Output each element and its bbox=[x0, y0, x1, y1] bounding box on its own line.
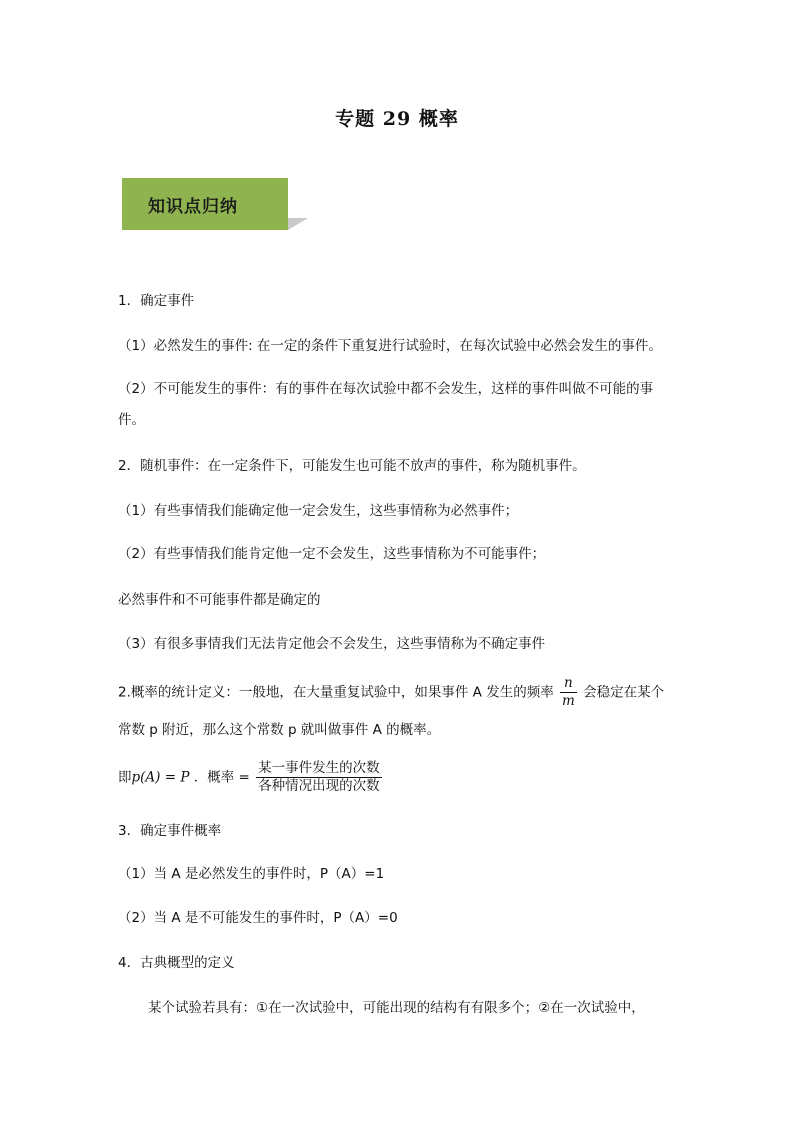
section-4-heading: 4．古典概型的定义 bbox=[118, 955, 235, 971]
section-2-note: 必然事件和不可能事件都是确定的 bbox=[118, 592, 321, 608]
section-3-item-1: （1）当 A 是必然发生的事件时，P（A）=1 bbox=[118, 866, 385, 882]
stat-def-text-post: 会稳定在某个 bbox=[583, 684, 665, 701]
formula-a: (A) bbox=[140, 769, 161, 786]
probability-fraction bbox=[256, 760, 382, 795]
section-3-item-2: （2）当 A 是不可能发生的事件时，P（A）=0 bbox=[118, 910, 398, 926]
section-2-heading: 2．随机事件：在一定条件下，可能发生也可能不放声的事件，称为随机事件。 bbox=[118, 458, 586, 474]
section-2-item-2: （2）有些事情我们能肯定他一定不会发生，这些事情称为不可能事件； bbox=[118, 546, 546, 562]
formula-p: p bbox=[131, 769, 141, 786]
section-1-item-2: （2）不可能发生的事件：有的事件在每次试验中都不会发生，这样的事件叫做不可能的事 bbox=[118, 381, 654, 397]
section-1-heading: 1．确定事件 bbox=[118, 293, 195, 309]
section-banner bbox=[122, 178, 308, 230]
stat-def-text-pre: 2.概率的统计定义：一般地，在大量重复试验中，如果事件 A 发生的频率 bbox=[118, 684, 554, 701]
section-3-heading: 3．确定事件概率 bbox=[118, 823, 222, 839]
probability-numerator: 某一事件发生的次数 bbox=[258, 760, 380, 776]
formula-prefix: 即 bbox=[118, 769, 132, 786]
section-2-item-1: （1）有些事情我们能确定他一定会发生，这些事情称为必然事件； bbox=[118, 503, 519, 519]
page-title: 专题 29 概率 bbox=[335, 108, 459, 130]
banner-label: 知识点归纳 bbox=[148, 197, 238, 217]
probability-formula bbox=[118, 760, 384, 795]
fraction-numerator: n bbox=[560, 675, 577, 693]
section-1-item-2-cont: 件。 bbox=[118, 412, 145, 428]
section-4-body: 某个试验若具有：①在一次试验中，可能出现的结构有有限多个；②在一次试验中， bbox=[148, 1000, 645, 1016]
formula-equals-p: = P bbox=[164, 769, 190, 786]
statistical-definition-line-2: 常数 p 附近，那么这个常数 p 就叫做事件 A 的概率。 bbox=[118, 722, 441, 738]
section-2-item-3: （3）有很多事情我们无法肯定他会不会发生，这些事情称为不确定事件 bbox=[118, 636, 546, 652]
frequency-fraction bbox=[560, 675, 577, 710]
probability-denominator: 各种情况出现的次数 bbox=[258, 778, 380, 794]
statistical-definition-line-1 bbox=[118, 675, 664, 710]
fraction-denominator: m bbox=[562, 693, 575, 709]
section-1-item-1: （1）必然发生的事件: 在一定的条件下重复进行试验时，在每次试验中必然会发生的事件。 bbox=[118, 338, 662, 354]
formula-label: ．概率 = bbox=[193, 769, 250, 786]
